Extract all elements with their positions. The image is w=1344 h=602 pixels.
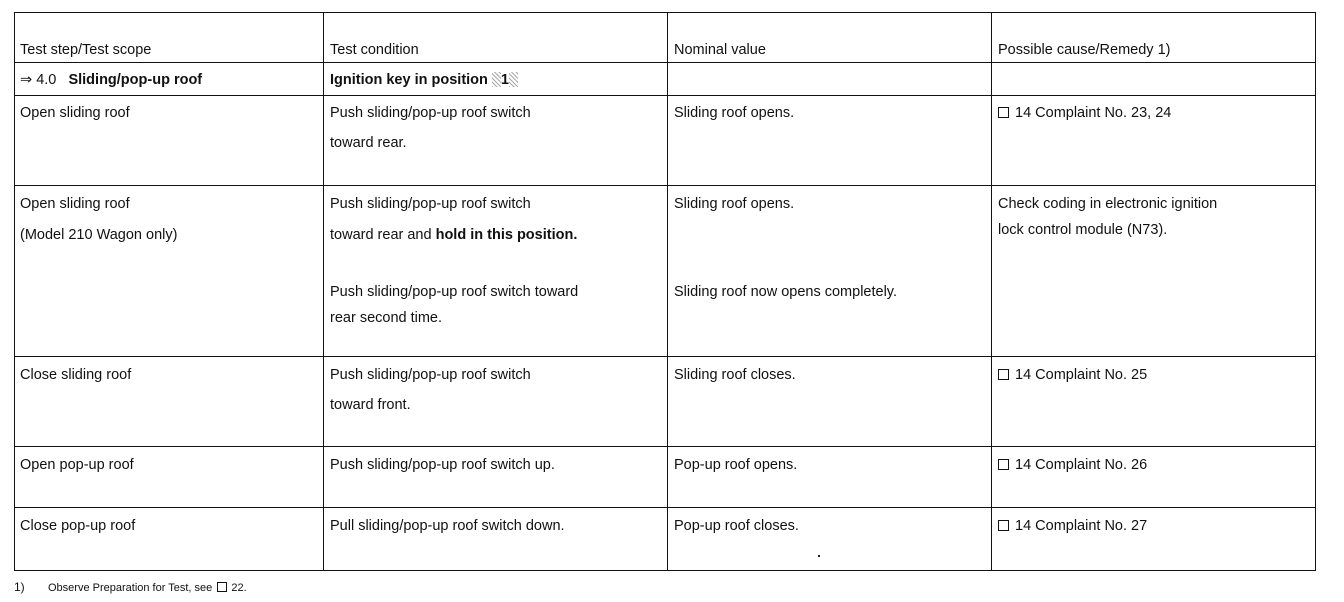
remedy-ref: 14 Complaint No. 23, 24 [1015, 105, 1172, 121]
footnote-ref: 22. [231, 582, 247, 594]
remedy-cell: lock control module (N73). [998, 222, 1168, 238]
header-test-step: Test step/Test scope [20, 42, 152, 58]
footnote-text-line [48, 582, 247, 594]
condition-cell: rear second time. [330, 310, 443, 326]
step-cell: Open sliding roof [20, 105, 130, 121]
remedy-cell [998, 513, 1147, 539]
condition-cell: Push sliding/pop-up roof switch [330, 367, 531, 383]
row-divider [15, 446, 1315, 447]
condition-cell: Push sliding/pop-up roof switch [330, 196, 531, 212]
nominal-cell: Sliding roof opens. [674, 196, 795, 212]
remedy-cell: Check coding in electronic ignition [998, 196, 1218, 212]
column-divider [667, 13, 668, 570]
condition-plain: toward rear and [330, 227, 436, 243]
key-position: 1 [500, 72, 509, 88]
remedy-ref: 14 Complaint No. 27 [1015, 518, 1148, 534]
nominal-cell: Pop-up roof opens. [674, 457, 798, 473]
nominal-cell: Pop-up roof closes. [674, 518, 799, 534]
section-condition-text: Ignition key in position [330, 72, 488, 88]
condition-emphasis: hold in this position. [435, 227, 578, 243]
remedy-cell [998, 100, 1171, 126]
remedy-cell [998, 362, 1147, 388]
section-title [20, 67, 202, 93]
reference-box-icon [998, 369, 1009, 380]
key-marker-icon [492, 72, 501, 87]
condition-cell: Push sliding/pop-up roof switch toward [330, 284, 579, 300]
footnote-text: Observe Preparation for Test, see [48, 582, 213, 594]
condition-cell [330, 222, 577, 248]
nominal-cell: Sliding roof closes. [674, 367, 796, 383]
column-divider [323, 13, 324, 570]
test-table [14, 12, 1316, 571]
key-marker-icon [509, 72, 518, 87]
condition-cell: Pull sliding/pop-up roof switch down. [330, 518, 565, 534]
row-divider [15, 356, 1315, 357]
step-cell: (Model 210 Wagon only) [20, 227, 178, 243]
reference-box-icon [217, 582, 227, 592]
header-possible-cause: Possible cause/Remedy 1) [998, 42, 1171, 58]
row-divider [15, 185, 1315, 186]
remedy-cell [998, 452, 1147, 478]
step-cell: Open pop-up roof [20, 457, 134, 473]
section-name: Sliding/pop-up roof [68, 72, 203, 88]
remedy-ref: 14 Complaint No. 26 [1015, 457, 1148, 473]
arrow-icon: ⇒ [20, 72, 33, 88]
reference-box-icon [998, 107, 1009, 118]
header-test-condition: Test condition [330, 42, 419, 58]
step-cell: Close pop-up roof [20, 518, 136, 534]
row-divider [15, 95, 1315, 96]
column-divider [991, 13, 992, 570]
condition-cell: Push sliding/pop-up roof switch [330, 105, 531, 121]
condition-cell: toward front. [330, 397, 411, 413]
stray-dot [818, 555, 820, 557]
footnote-marker: 1) [14, 580, 25, 594]
step-cell: Close sliding roof [20, 367, 132, 383]
reference-box-icon [998, 459, 1009, 470]
nominal-cell: Sliding roof opens. [674, 105, 795, 121]
nominal-cell: Sliding roof now opens completely. [674, 284, 897, 300]
section-condition [330, 67, 518, 93]
row-divider [15, 507, 1315, 508]
step-cell: Open sliding roof [20, 196, 130, 212]
section-number: 4.0 [36, 72, 57, 88]
reference-box-icon [998, 520, 1009, 531]
condition-cell: toward rear. [330, 135, 407, 151]
remedy-ref: 14 Complaint No. 25 [1015, 367, 1148, 383]
condition-cell: Push sliding/pop-up roof switch up. [330, 457, 555, 473]
header-nominal-value: Nominal value [674, 42, 766, 58]
